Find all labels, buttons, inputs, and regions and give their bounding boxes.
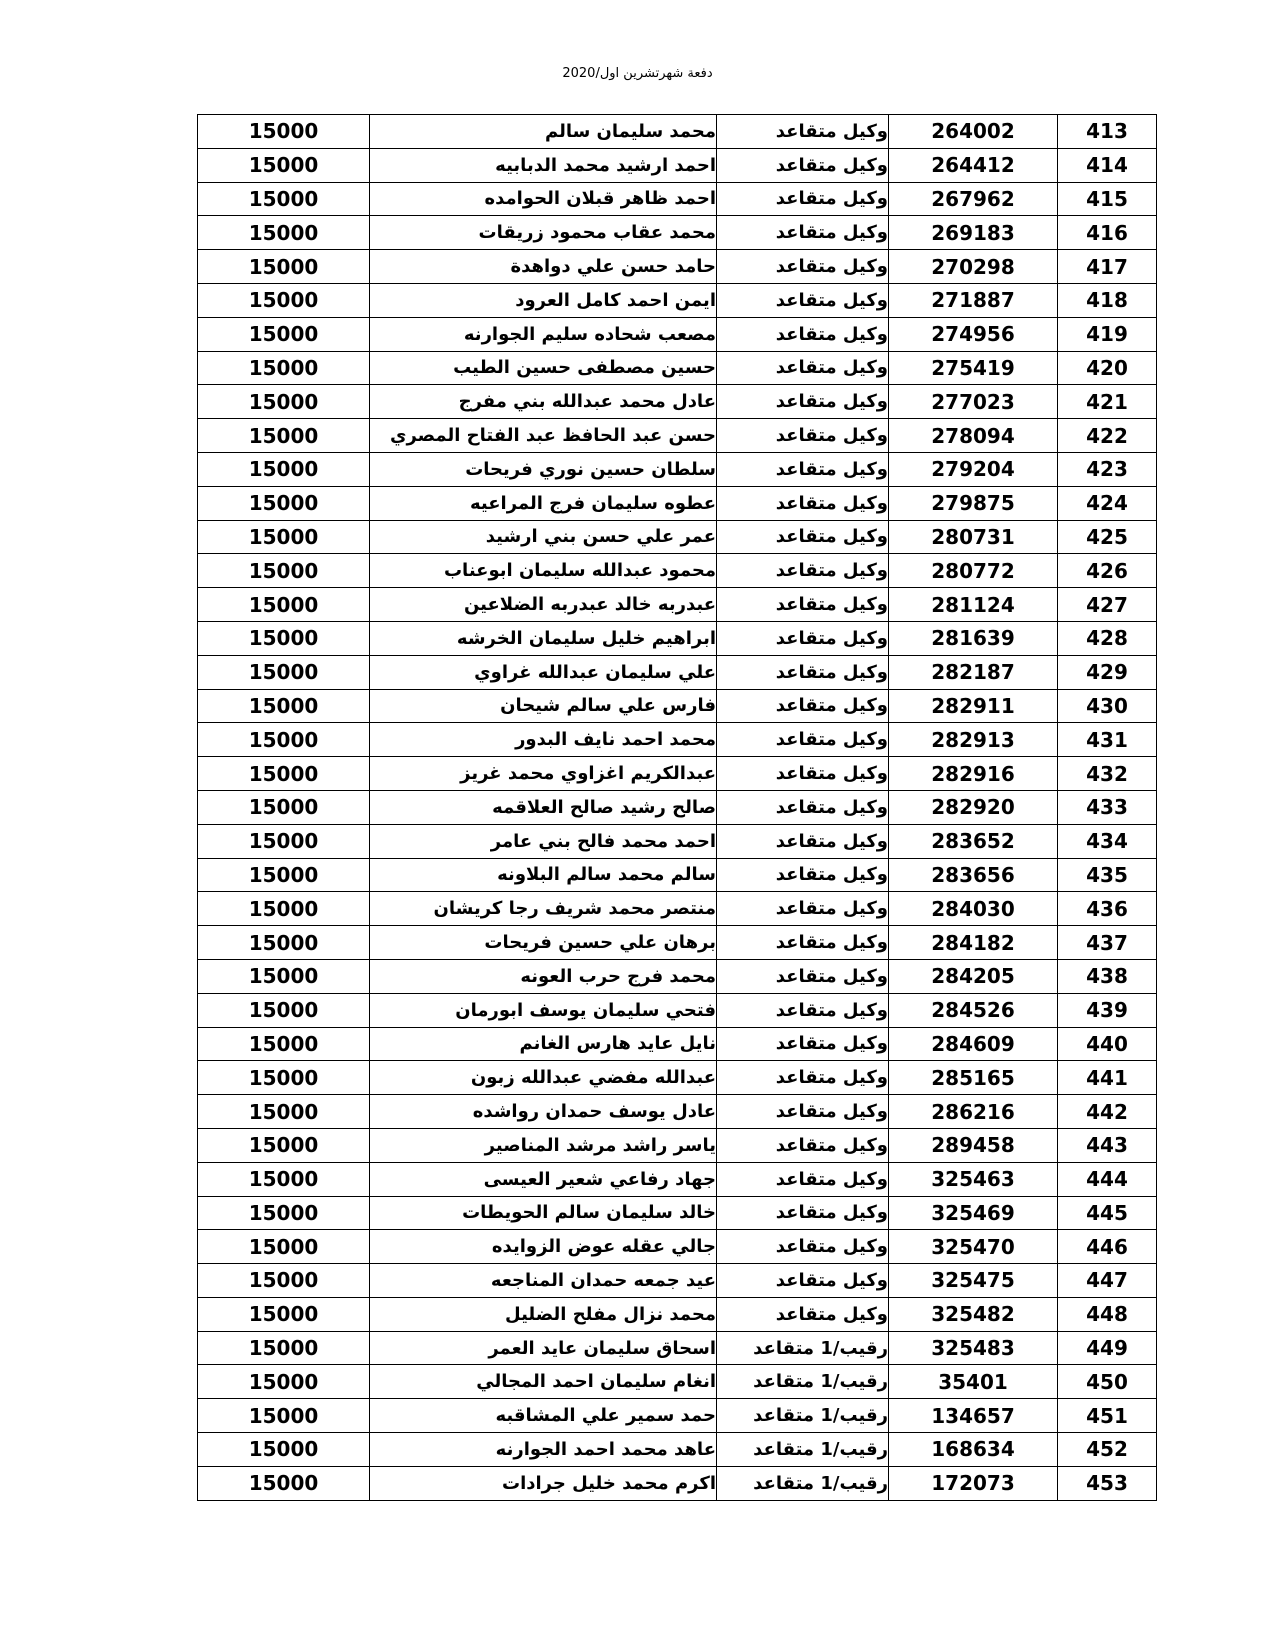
table-row [198,1095,1157,1129]
amount-cell: 15000 [198,588,370,622]
rank-cell: وكيل متقاعد [717,1196,889,1230]
amount-cell: 15000 [198,317,370,351]
full-name-cell: جهاد رفاعي شعير العيسى [370,1162,717,1196]
member-id-cell: 325463 [889,1162,1058,1196]
amount-cell: 15000 [198,520,370,554]
full-name-cell: عبدربه خالد عبدربه الضلاعين [370,588,717,622]
amount-cell: 15000 [198,283,370,317]
table-row [198,824,1157,858]
rank-cell: وكيل متقاعد [717,250,889,284]
serial-number-cell: 423 [1058,452,1157,486]
table-row [198,858,1157,892]
table-row [198,1027,1157,1061]
serial-number-cell: 415 [1058,182,1157,216]
full-name-cell: محمد سليمان سالم [370,115,717,149]
serial-number-cell: 433 [1058,790,1157,824]
amount-cell: 15000 [198,1196,370,1230]
serial-number-cell: 429 [1058,655,1157,689]
table-row [198,1264,1157,1298]
rank-cell: وكيل متقاعد [717,283,889,317]
serial-number-cell: 446 [1058,1230,1157,1264]
table-row [198,250,1157,284]
rank-cell: وكيل متقاعد [717,858,889,892]
rank-cell: وكيل متقاعد [717,115,889,149]
full-name-cell: حامد حسن علي دواهدة [370,250,717,284]
amount-cell: 15000 [198,959,370,993]
serial-number-cell: 443 [1058,1128,1157,1162]
amount-cell: 15000 [198,1095,370,1129]
rank-cell: وكيل متقاعد [717,993,889,1027]
member-id-cell: 280731 [889,520,1058,554]
member-id-cell: 264002 [889,115,1058,149]
table-row [198,1230,1157,1264]
table-row [198,148,1157,182]
amount-cell: 15000 [198,1264,370,1298]
full-name-cell: جالي عقله عوض الزوايده [370,1230,717,1264]
full-name-cell: انغام سليمان احمد المجالي [370,1365,717,1399]
full-name-cell: فارس علي سالم شيحان [370,689,717,723]
member-id-cell: 282920 [889,790,1058,824]
table-row [198,892,1157,926]
full-name-cell: محمد فرج حرب العونه [370,959,717,993]
full-name-cell: محمد نزال مفلح الضليل [370,1297,717,1331]
table-row [198,689,1157,723]
table-row [198,1128,1157,1162]
member-id-cell: 278094 [889,419,1058,453]
table-row [198,1399,1157,1433]
serial-number-cell: 453 [1058,1466,1157,1500]
serial-number-cell: 432 [1058,757,1157,791]
amount-cell: 15000 [198,1230,370,1264]
serial-number-cell: 445 [1058,1196,1157,1230]
member-id-cell: 282187 [889,655,1058,689]
full-name-cell: محمود عبدالله سليمان ابوعناب [370,554,717,588]
table-row [198,216,1157,250]
rank-cell: وكيل متقاعد [717,1230,889,1264]
member-id-cell: 282911 [889,689,1058,723]
rank-cell: رقيب/1 متقاعد [717,1466,889,1500]
member-id-cell: 284182 [889,926,1058,960]
amount-cell: 15000 [198,892,370,926]
amount-cell: 15000 [198,689,370,723]
full-name-cell: احمد ارشيد محمد الدبابيه [370,148,717,182]
member-id-cell: 289458 [889,1128,1058,1162]
rank-cell: وكيل متقاعد [717,1128,889,1162]
rank-cell: وكيل متقاعد [717,182,889,216]
rank-cell: وكيل متقاعد [717,1162,889,1196]
rank-cell: وكيل متقاعد [717,1061,889,1095]
full-name-cell: احمد ظاهر قبلان الحوامده [370,182,717,216]
serial-number-cell: 451 [1058,1399,1157,1433]
rank-cell: وكيل متقاعد [717,216,889,250]
amount-cell: 15000 [198,115,370,149]
amount-cell: 15000 [198,757,370,791]
serial-number-cell: 420 [1058,351,1157,385]
member-id-cell: 283652 [889,824,1058,858]
serial-number-cell: 421 [1058,385,1157,419]
table-row [198,790,1157,824]
member-id-cell: 279875 [889,486,1058,520]
full-name-cell: عطوه سليمان فرج المراعيه [370,486,717,520]
serial-number-cell: 416 [1058,216,1157,250]
rank-cell: وكيل متقاعد [717,1027,889,1061]
table-row [198,1162,1157,1196]
amount-cell: 15000 [198,858,370,892]
amount-cell: 15000 [198,1331,370,1365]
rank-cell: وكيل متقاعد [717,588,889,622]
member-id-cell: 325482 [889,1297,1058,1331]
amount-cell: 15000 [198,554,370,588]
rank-cell: رقيب/1 متقاعد [717,1331,889,1365]
rank-cell: وكيل متقاعد [717,1095,889,1129]
table-row [198,959,1157,993]
table-row [198,655,1157,689]
full-name-cell: مصعب شحاده سليم الجوارنه [370,317,717,351]
member-id-cell: 325469 [889,1196,1058,1230]
rank-cell: وكيل متقاعد [717,723,889,757]
member-id-cell: 282916 [889,757,1058,791]
amount-cell: 15000 [198,182,370,216]
full-name-cell: خالد سليمان سالم الحويطات [370,1196,717,1230]
full-name-cell: فتحي سليمان يوسف ابورمان [370,993,717,1027]
member-id-cell: 134657 [889,1399,1058,1433]
rank-cell: وكيل متقاعد [717,351,889,385]
full-name-cell: عبدالكريم اغزاوي محمد غريز [370,757,717,791]
amount-cell: 15000 [198,351,370,385]
serial-number-cell: 447 [1058,1264,1157,1298]
rank-cell: وكيل متقاعد [717,520,889,554]
full-name-cell: حمد سمير علي المشاقبه [370,1399,717,1433]
table-row [198,1061,1157,1095]
amount-cell: 15000 [198,1433,370,1467]
amount-cell: 15000 [198,655,370,689]
member-id-cell: 286216 [889,1095,1058,1129]
rank-cell: وكيل متقاعد [717,385,889,419]
member-id-cell: 274956 [889,317,1058,351]
rank-cell: وكيل متقاعد [717,554,889,588]
amount-cell: 15000 [198,1466,370,1500]
amount-cell: 15000 [198,1297,370,1331]
rank-cell: وكيل متقاعد [717,926,889,960]
table-row [198,452,1157,486]
rank-cell: وكيل متقاعد [717,655,889,689]
member-id-cell: 280772 [889,554,1058,588]
full-name-cell: حسين مصطفى حسين الطيب [370,351,717,385]
serial-number-cell: 426 [1058,554,1157,588]
serial-number-cell: 417 [1058,250,1157,284]
amount-cell: 15000 [198,1061,370,1095]
rank-cell: وكيل متقاعد [717,621,889,655]
table-row [198,588,1157,622]
member-id-cell: 267962 [889,182,1058,216]
serial-number-cell: 428 [1058,621,1157,655]
serial-number-cell: 439 [1058,993,1157,1027]
full-name-cell: عادل محمد عبدالله بني مفرج [370,385,717,419]
serial-number-cell: 448 [1058,1297,1157,1331]
member-id-cell: 325470 [889,1230,1058,1264]
member-id-cell: 269183 [889,216,1058,250]
full-name-cell: عادل يوسف حمدان رواشده [370,1095,717,1129]
rank-cell: وكيل متقاعد [717,1297,889,1331]
rank-cell: وكيل متقاعد [717,790,889,824]
amount-cell: 15000 [198,250,370,284]
member-id-cell: 35401 [889,1365,1058,1399]
amount-cell: 15000 [198,1365,370,1399]
member-id-cell: 281124 [889,588,1058,622]
rank-cell: وكيل متقاعد [717,148,889,182]
full-name-cell: سالم محمد سالم البلاونه [370,858,717,892]
serial-number-cell: 413 [1058,115,1157,149]
serial-number-cell: 436 [1058,892,1157,926]
rank-cell: رقيب/1 متقاعد [717,1399,889,1433]
serial-number-cell: 435 [1058,858,1157,892]
table-row [198,419,1157,453]
amount-cell: 15000 [198,824,370,858]
rank-cell: وكيل متقاعد [717,317,889,351]
table-row [198,115,1157,149]
amount-cell: 15000 [198,148,370,182]
member-id-cell: 284205 [889,959,1058,993]
member-id-cell: 285165 [889,1061,1058,1095]
member-id-cell: 277023 [889,385,1058,419]
full-name-cell: حسن عبد الحافظ عبد الفتاح المصري [370,419,717,453]
member-id-cell: 264412 [889,148,1058,182]
table-row [198,926,1157,960]
full-name-cell: ابراهيم خليل سليمان الخرشه [370,621,717,655]
member-id-cell: 284030 [889,892,1058,926]
member-id-cell: 271887 [889,283,1058,317]
amount-cell: 15000 [198,216,370,250]
rank-cell: رقيب/1 متقاعد [717,1433,889,1467]
rank-cell: وكيل متقاعد [717,1264,889,1298]
amount-cell: 15000 [198,385,370,419]
table-row [198,486,1157,520]
full-name-cell: صالح رشيد صالح العلاقمه [370,790,717,824]
full-name-cell: ايمن احمد كامل العرود [370,283,717,317]
serial-number-cell: 434 [1058,824,1157,858]
serial-number-cell: 422 [1058,419,1157,453]
serial-number-cell: 449 [1058,1331,1157,1365]
full-name-cell: عاهد محمد احمد الجوارنه [370,1433,717,1467]
serial-number-cell: 441 [1058,1061,1157,1095]
serial-number-cell: 450 [1058,1365,1157,1399]
amount-cell: 15000 [198,926,370,960]
table-row [198,1196,1157,1230]
page-title: دفعة شهرتشرين اول/2020 [562,66,713,81]
amount-cell: 15000 [198,486,370,520]
rank-cell: وكيل متقاعد [717,486,889,520]
serial-number-cell: 424 [1058,486,1157,520]
full-name-cell: سلطان حسين نوري فريحات [370,452,717,486]
member-id-cell: 282913 [889,723,1058,757]
member-id-cell: 281639 [889,621,1058,655]
serial-number-cell: 431 [1058,723,1157,757]
full-name-cell: عيد جمعه حمدان المناجعه [370,1264,717,1298]
table-row [198,351,1157,385]
table-row [198,757,1157,791]
serial-number-cell: 414 [1058,148,1157,182]
member-id-cell: 168634 [889,1433,1058,1467]
rank-cell: وكيل متقاعد [717,892,889,926]
full-name-cell: عبدالله مفضي عبدالله زبون [370,1061,717,1095]
member-id-cell: 325475 [889,1264,1058,1298]
serial-number-cell: 430 [1058,689,1157,723]
serial-number-cell: 437 [1058,926,1157,960]
serial-number-cell: 419 [1058,317,1157,351]
member-id-cell: 275419 [889,351,1058,385]
serial-number-cell: 442 [1058,1095,1157,1129]
amount-cell: 15000 [198,621,370,655]
rank-cell: وكيل متقاعد [717,419,889,453]
amount-cell: 15000 [198,1128,370,1162]
amount-cell: 15000 [198,452,370,486]
table-row [198,1433,1157,1467]
rank-cell: وكيل متقاعد [717,689,889,723]
amount-cell: 15000 [198,419,370,453]
table-row [198,1331,1157,1365]
rank-cell: رقيب/1 متقاعد [717,1365,889,1399]
table-row [198,723,1157,757]
table-row [198,283,1157,317]
serial-number-cell: 438 [1058,959,1157,993]
full-name-cell: ياسر راشد مرشد المناصير [370,1128,717,1162]
serial-number-cell: 452 [1058,1433,1157,1467]
full-name-cell: نايل عايد هارس الغانم [370,1027,717,1061]
member-id-cell: 284609 [889,1027,1058,1061]
table-row [198,317,1157,351]
rank-cell: وكيل متقاعد [717,757,889,791]
full-name-cell: برهان علي حسين فريحات [370,926,717,960]
amount-cell: 15000 [198,993,370,1027]
table-row [198,520,1157,554]
rank-cell: وكيل متقاعد [717,452,889,486]
serial-number-cell: 418 [1058,283,1157,317]
table-row [198,993,1157,1027]
amount-cell: 15000 [198,723,370,757]
member-id-cell: 279204 [889,452,1058,486]
amount-cell: 15000 [198,1027,370,1061]
member-id-cell: 283656 [889,858,1058,892]
amount-cell: 15000 [198,1162,370,1196]
table-row [198,1466,1157,1500]
member-id-cell: 270298 [889,250,1058,284]
full-name-cell: علي سليمان عبدالله غراوي [370,655,717,689]
full-name-cell: عمر علي حسن بني ارشيد [370,520,717,554]
table-row [198,1365,1157,1399]
full-name-cell: محمد عقاب محمود زريقات [370,216,717,250]
serial-number-cell: 425 [1058,520,1157,554]
full-name-cell: منتصر محمد شريف رجا كريشان [370,892,717,926]
serial-number-cell: 440 [1058,1027,1157,1061]
member-id-cell: 172073 [889,1466,1058,1500]
table-row [198,385,1157,419]
serial-number-cell: 427 [1058,588,1157,622]
member-id-cell: 284526 [889,993,1058,1027]
full-name-cell: اكرم محمد خليل جرادات [370,1466,717,1500]
table-row [198,182,1157,216]
full-name-cell: محمد احمد نايف البدور [370,723,717,757]
rank-cell: وكيل متقاعد [717,959,889,993]
amount-cell: 15000 [198,790,370,824]
amount-cell: 15000 [198,1399,370,1433]
rank-cell: وكيل متقاعد [717,824,889,858]
member-id-cell: 325483 [889,1331,1058,1365]
full-name-cell: احمد محمد فالح بني عامر [370,824,717,858]
table-row [198,1297,1157,1331]
full-name-cell: اسحاق سليمان عايد العمر [370,1331,717,1365]
table-row [198,554,1157,588]
payment-table-body [198,115,1157,1501]
serial-number-cell: 444 [1058,1162,1157,1196]
table-row [198,621,1157,655]
payment-table [197,114,1157,1501]
